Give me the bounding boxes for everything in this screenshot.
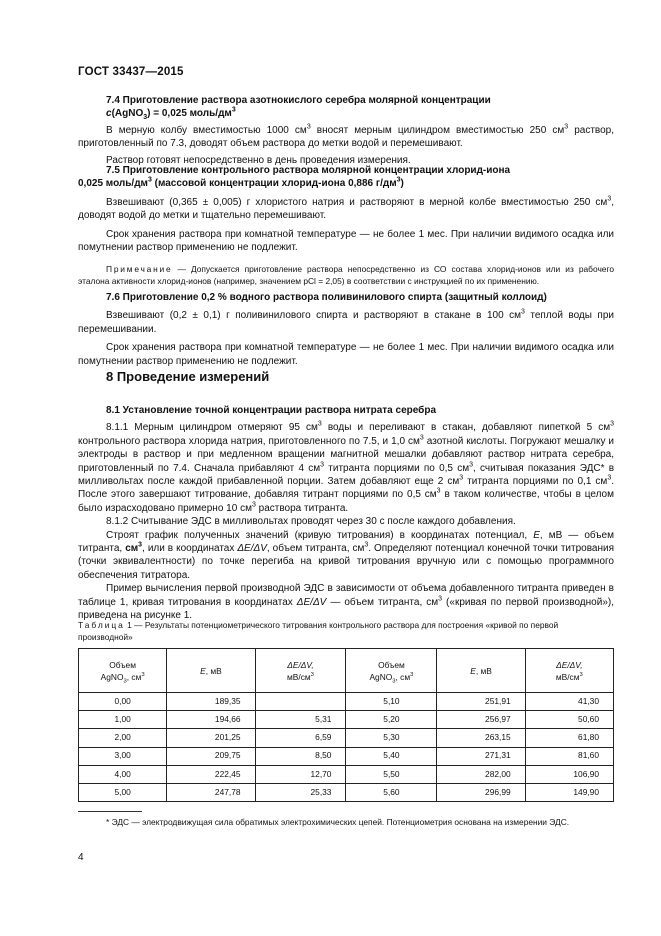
- paragraph: Срок хранения раствора при комнатной температуре — не более 1 мес. При наличии видимого осадка или помутнении раствор применению не подлежит.: [78, 228, 614, 254]
- paragraph: Взвешивают (0,365 ± 0,005) г хлористого натрия и растворяют в мерной колбе вместимостью 250 $см^3$, доводят водой до метки и тщательно перемешивают.: [78, 195, 614, 222]
- paragraph: 8.1.2 Считывание ЭДС в милливольтах проводят через 30 с после каждого добавления.: [106, 516, 516, 528]
- table-row: 5,00 247,78 25,33 5,60 296,99 149,90: [79, 783, 614, 801]
- document-header: ГОСТ 33437—2015: [78, 66, 184, 78]
- section-8-title: 8 Проведение измерений: [106, 369, 270, 384]
- paragraph: Срок хранения раствора при комнатной температуре — не более 1 мес. При наличии видимого осадка или помутнении раствор применению не подлежит.: [78, 342, 614, 367]
- col-volume-header: Объем AgNO$_3$, $см^3$: [79, 649, 167, 693]
- table-row: 4,00 222,45 12,70 5,50 282,00 106,90: [79, 765, 614, 783]
- col-volume-header: Объем AgNO$_3$, $см^3$: [346, 649, 437, 693]
- table-header-row: [79, 649, 614, 693]
- paragraph: В мерную колбу вместимостью 1000 $см^3$ вносят мерным цилиндром вместимостью 250 $см^3$ раствор, приготовленный по 7.3, доводят объем раствора до метки водой и перемешивают.: [78, 123, 615, 150]
- section-7-6: [78, 291, 614, 368]
- table-row: 2,00 201,25 6,59 5,30 263,15 61,80: [79, 729, 614, 747]
- section-7-4: [78, 94, 614, 167]
- section-7-5: [78, 164, 614, 287]
- footnote-divider: [78, 811, 142, 812]
- section-7-5-heading: 7.5 Приготовление контрольного раствора молярной концентрации хлорид-иона 0,025 моль/$дм^3$ (массовой концентрации хлорид-иона 0,886 $г/дм^3$): [78, 165, 511, 190]
- table-row: 3,00 209,75 8,50 5,40 271,31 81,60: [79, 747, 614, 765]
- paragraph: Раствор готовят непосредственно в день проведения измерения.: [106, 154, 411, 166]
- section-7-6-heading: 7.6 Приготовление 0,2 % водного раствора поливинилового спирта (защитный коллоид): [106, 292, 547, 303]
- table-row: 1,00 194,66 5,31 5,20 256,97 50,60: [79, 711, 614, 729]
- col-emf-header: E, мВ: [437, 649, 525, 693]
- section-8-1-heading: 8.1 Установление точной концентрации раствора нитрата серебра: [106, 405, 437, 416]
- col-derivative-header: ΔE/ΔV, $мВ/см^3$: [255, 649, 346, 693]
- footnote: * ЭДС — электродвижущая сила обратимых электрохимических цепей. Потенциометрия основана на измерении ЭДС.: [106, 817, 570, 827]
- paragraph: Пример вычисления первой производной ЭДС в зависимости от объема добавленного титранта приведен в таблице 1, кривая титрования в координатах ΔE/ΔV — объем титранта, $см^3$ («кривая по первой производной»), приведена на рисунке 1.: [78, 583, 614, 622]
- table-row: 0,00 189,35 5,10 251,91 41,30: [79, 693, 614, 711]
- paragraph: Взвешивают (0,2 ± 0,1) г поливинилового спирта и растворяют в стакане в 100 $см^3$ теплой воды при перемешивании.: [78, 309, 614, 335]
- note: Примечание — Допускается приготовление раствора непосредственно из СО состава хлорид-ионов или из рабочего эталона активности хлорид-ионов (например, значением pCl = 2,05) в соответствии с инструкцией по их применению.: [78, 264, 614, 286]
- page-number: 4: [78, 852, 84, 863]
- col-emf-header: E, мВ: [167, 649, 255, 693]
- paragraph: Строят график полученных значений (кривую титрования) в координатах потенциал, E, мВ — объем титранта, $см^3$, или в координатах ΔE/ΔV, объем титранта, $см^3$. Определяют потенциал конечной точки титрования (точки эквивалентности) по точке перегиба на кривой титрования вручную или с помощью программного обеспечения титратора.: [78, 529, 615, 581]
- titration-table: [78, 648, 614, 802]
- section-7-4-heading: 7.4 Приготовление раствора азотнокислого серебра молярной концентрации c(AgNO$_3$) = 0,025 моль/$дм^3$: [106, 95, 491, 122]
- col-derivative-header: ΔE/ΔV, $мВ/см^3$: [525, 649, 613, 693]
- paragraph: 8.1.1 Мерным цилиндром отмеряют 95 $см^3$ воды и переливают в стакан, добавляют пипеткой 5 $см^3$ контрольного раствора хлорида натрия, приготовленного по 7.5, и 1,0 $см^3$ азотной кислоты. Погружают мешалку и электроды в раствор и при медленном вращении магнитной мешалки добавляют раствор нитрата серебра, приготовленный по 7.4. Сначала прибавляют 4 $см^3$ титранта порциями по 0,5 $см^3$, считывая показания ЭДС* в милливольтах после каждой прибавленной порции. Затем добавляют еще 2 $см^3$ титранта порциями по 0,1 $см^3$. После этого завершают титрование, добавляя титрант порциями по 0,5 $см^3$ в таком количестве, чтобы в целом было израсходовано примерно 10 $см^3$ раствора титранта.: [78, 421, 615, 514]
- table-caption: Таблица 1 — Результаты потенциометрического титрования контрольного раствора для построения «кривой по первой производной»: [78, 620, 559, 642]
- section-8-1: [78, 404, 614, 623]
